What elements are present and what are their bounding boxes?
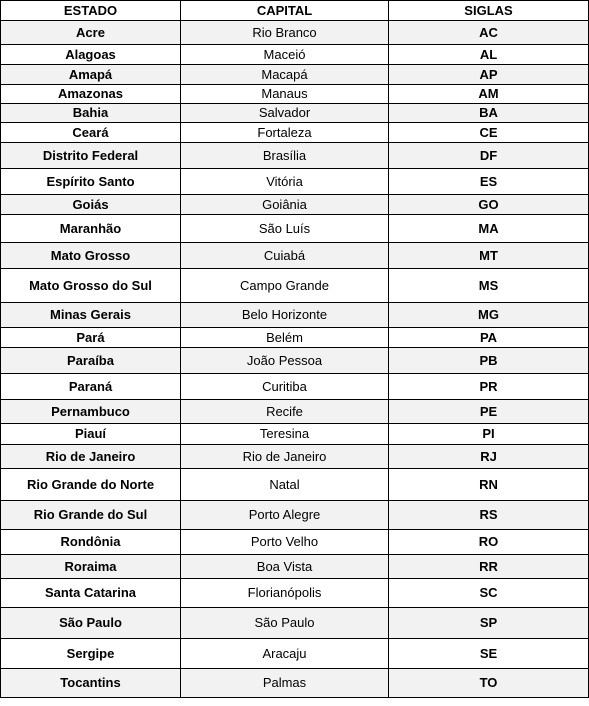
cell-sigla: AC xyxy=(389,21,589,45)
cell-capital: Natal xyxy=(181,469,389,501)
cell-estado: Amapá xyxy=(1,65,181,85)
cell-capital: Porto Alegre xyxy=(181,501,389,530)
table-row xyxy=(1,579,589,608)
cell-sigla: GO xyxy=(389,195,589,215)
cell-estado: Distrito Federal xyxy=(1,143,181,169)
cell-estado: Pará xyxy=(1,328,181,348)
table-row xyxy=(1,469,589,501)
cell-capital: Belém xyxy=(181,328,389,348)
table-row xyxy=(1,303,589,328)
cell-sigla: RS xyxy=(389,501,589,530)
cell-estado: Paraíba xyxy=(1,348,181,374)
table-row xyxy=(1,608,589,639)
table-row xyxy=(1,374,589,400)
cell-capital: Brasília xyxy=(181,143,389,169)
cell-capital: Rio Branco xyxy=(181,21,389,45)
cell-capital: Vitória xyxy=(181,169,389,195)
header-estado: ESTADO xyxy=(1,1,181,21)
header-row xyxy=(1,1,589,21)
table-row xyxy=(1,639,589,669)
table-row xyxy=(1,328,589,348)
cell-capital: João Pessoa xyxy=(181,348,389,374)
cell-estado: Santa Catarina xyxy=(1,579,181,608)
cell-sigla: SP xyxy=(389,608,589,639)
table-row xyxy=(1,21,589,45)
cell-sigla: CE xyxy=(389,123,589,143)
table-row xyxy=(1,85,589,104)
table-row xyxy=(1,555,589,579)
cell-estado: Rondônia xyxy=(1,530,181,555)
header-capital: CAPITAL xyxy=(181,1,389,21)
cell-sigla: MT xyxy=(389,243,589,269)
cell-estado: Paraná xyxy=(1,374,181,400)
cell-capital: Cuiabá xyxy=(181,243,389,269)
cell-sigla: AP xyxy=(389,65,589,85)
cell-estado: Mato Grosso xyxy=(1,243,181,269)
cell-capital: Campo Grande xyxy=(181,269,389,303)
cell-estado: Roraima xyxy=(1,555,181,579)
cell-capital: Aracaju xyxy=(181,639,389,669)
cell-sigla: MA xyxy=(389,215,589,243)
cell-capital: Boa Vista xyxy=(181,555,389,579)
header-siglas: SIGLAS xyxy=(389,1,589,21)
cell-sigla: ES xyxy=(389,169,589,195)
cell-capital: Belo Horizonte xyxy=(181,303,389,328)
table-row xyxy=(1,530,589,555)
table-row xyxy=(1,143,589,169)
cell-capital: Fortaleza xyxy=(181,123,389,143)
cell-capital: Florianópolis xyxy=(181,579,389,608)
table-row xyxy=(1,348,589,374)
table-row xyxy=(1,400,589,424)
cell-sigla: TO xyxy=(389,669,589,698)
cell-sigla: RN xyxy=(389,469,589,501)
cell-sigla: MG xyxy=(389,303,589,328)
cell-estado: Amazonas xyxy=(1,85,181,104)
cell-estado: Tocantins xyxy=(1,669,181,698)
table-row xyxy=(1,65,589,85)
cell-sigla: DF xyxy=(389,143,589,169)
cell-sigla: AL xyxy=(389,45,589,65)
cell-estado: Acre xyxy=(1,21,181,45)
cell-capital: Maceió xyxy=(181,45,389,65)
cell-estado: Rio Grande do Norte xyxy=(1,469,181,501)
cell-estado: Ceará xyxy=(1,123,181,143)
cell-capital: Manaus xyxy=(181,85,389,104)
cell-estado: Maranhão xyxy=(1,215,181,243)
cell-estado: Minas Gerais xyxy=(1,303,181,328)
table-row xyxy=(1,104,589,123)
cell-sigla: SC xyxy=(389,579,589,608)
cell-sigla: MS xyxy=(389,269,589,303)
cell-estado: Espírito Santo xyxy=(1,169,181,195)
cell-sigla: AM xyxy=(389,85,589,104)
cell-estado: Sergipe xyxy=(1,639,181,669)
table-row xyxy=(1,269,589,303)
cell-capital: Macapá xyxy=(181,65,389,85)
cell-estado: Rio de Janeiro xyxy=(1,445,181,469)
cell-capital: Rio de Janeiro xyxy=(181,445,389,469)
cell-estado: Alagoas xyxy=(1,45,181,65)
table-row xyxy=(1,243,589,269)
cell-capital: Curitiba xyxy=(181,374,389,400)
cell-sigla: RJ xyxy=(389,445,589,469)
cell-sigla: PE xyxy=(389,400,589,424)
cell-sigla: PA xyxy=(389,328,589,348)
cell-sigla: SE xyxy=(389,639,589,669)
cell-sigla: BA xyxy=(389,104,589,123)
cell-capital: Recife xyxy=(181,400,389,424)
cell-sigla: RR xyxy=(389,555,589,579)
cell-estado: Mato Grosso do Sul xyxy=(1,269,181,303)
cell-estado: Rio Grande do Sul xyxy=(1,501,181,530)
cell-sigla: PI xyxy=(389,424,589,445)
table-row xyxy=(1,501,589,530)
cell-estado: São Paulo xyxy=(1,608,181,639)
cell-capital: Palmas xyxy=(181,669,389,698)
cell-capital: Teresina xyxy=(181,424,389,445)
cell-sigla: RO xyxy=(389,530,589,555)
cell-estado: Goiás xyxy=(1,195,181,215)
table-row xyxy=(1,215,589,243)
cell-capital: Salvador xyxy=(181,104,389,123)
table-row xyxy=(1,123,589,143)
cell-estado: Bahia xyxy=(1,104,181,123)
cell-capital: Goiânia xyxy=(181,195,389,215)
table-row xyxy=(1,169,589,195)
cell-capital: Porto Velho xyxy=(181,530,389,555)
cell-estado: Pernambuco xyxy=(1,400,181,424)
table-row xyxy=(1,45,589,65)
table-row xyxy=(1,424,589,445)
table-row xyxy=(1,445,589,469)
table-row xyxy=(1,195,589,215)
cell-capital: São Luís xyxy=(181,215,389,243)
cell-capital: São Paulo xyxy=(181,608,389,639)
cell-estado: Piauí xyxy=(1,424,181,445)
table-row xyxy=(1,669,589,698)
cell-sigla: PB xyxy=(389,348,589,374)
cell-sigla: PR xyxy=(389,374,589,400)
